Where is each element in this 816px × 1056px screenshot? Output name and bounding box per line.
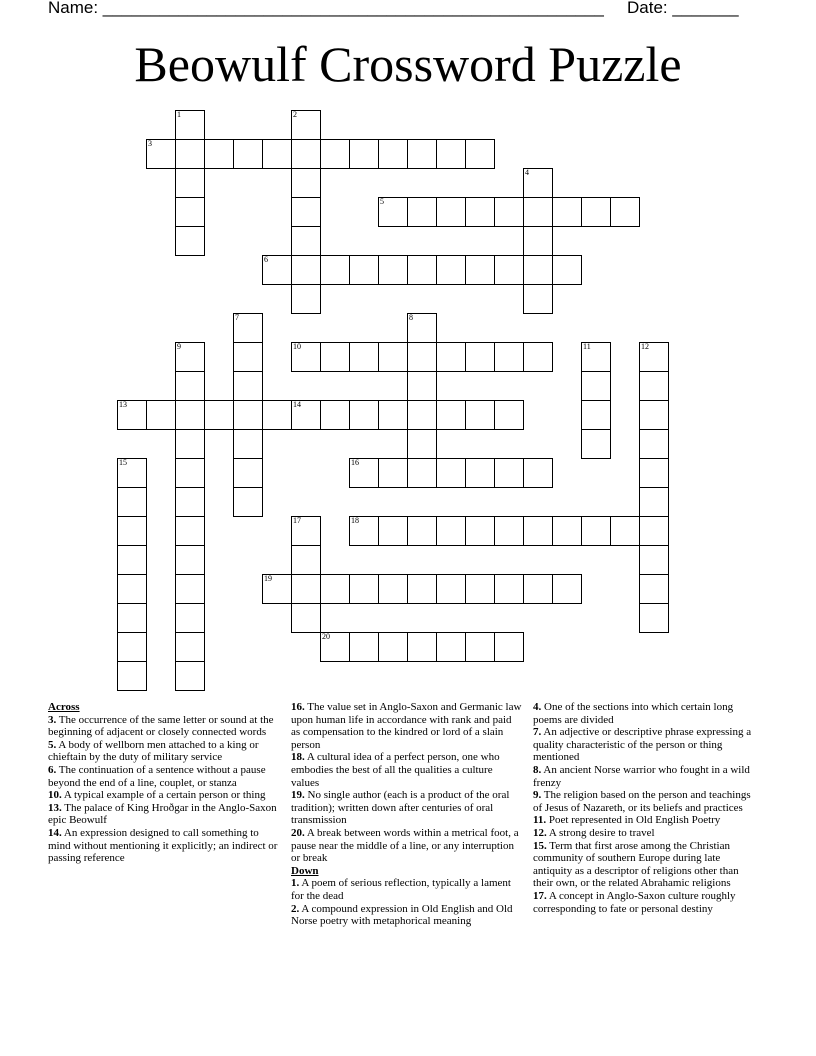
crossword-cell[interactable]	[291, 226, 321, 256]
crossword-cell[interactable]	[407, 313, 437, 343]
clue-number-label: 4	[525, 168, 529, 177]
crossword-cell[interactable]	[204, 139, 234, 169]
crossword-cell[interactable]	[291, 168, 321, 198]
crossword-cell[interactable]	[291, 574, 321, 604]
crossword-cell[interactable]	[407, 400, 437, 430]
crossword-cell[interactable]	[378, 197, 408, 227]
crossword-cell[interactable]	[523, 284, 553, 314]
across-heading: Across	[48, 701, 80, 713]
crossword-cell[interactable]	[291, 284, 321, 314]
clue-down-15: 15. Term that first arose among the Christian community of southern Europe during late antiquity as a descriptor of religions other than their own, or the related Abrahamic religions	[533, 839, 739, 890]
crossword-cell[interactable]	[407, 632, 437, 662]
crossword-cell[interactable]	[465, 400, 495, 430]
crossword-cell[interactable]	[233, 429, 263, 459]
crossword-cell[interactable]	[378, 632, 408, 662]
crossword-cell[interactable]	[639, 545, 669, 575]
clue-number-label: 12	[641, 342, 649, 351]
crossword-cell[interactable]	[407, 516, 437, 546]
crossword-cell[interactable]	[639, 487, 669, 517]
crossword-cell[interactable]	[407, 429, 437, 459]
clue-column-2	[291, 701, 523, 928]
crossword-cell[interactable]	[175, 110, 205, 140]
crossword-cell[interactable]	[552, 516, 582, 546]
crossword-cell[interactable]	[581, 342, 611, 372]
crossword-cell[interactable]	[494, 516, 524, 546]
crossword-cell[interactable]	[436, 400, 466, 430]
crossword-cell[interactable]	[523, 255, 553, 285]
crossword-cell[interactable]	[175, 400, 205, 430]
crossword-cell[interactable]	[291, 197, 321, 227]
clue-down-7: 7. An adjective or descriptive phrase expressing a quality characteristic of the person or thing mentioned	[533, 726, 752, 764]
crossword-cell[interactable]	[639, 400, 669, 430]
crossword-cell[interactable]	[117, 516, 147, 546]
crossword-cell[interactable]	[494, 632, 524, 662]
crossword-cell[interactable]	[320, 400, 350, 430]
crossword-cell[interactable]	[175, 632, 205, 662]
crossword-cell[interactable]	[378, 342, 408, 372]
crossword-cell[interactable]	[494, 400, 524, 430]
crossword-cell[interactable]	[436, 139, 466, 169]
clue-down-8: 8. An ancient Norse warrior who fought in a wild frenzy	[533, 763, 750, 789]
clue-number-label: 2	[293, 110, 297, 119]
clue-number-label: 3	[148, 139, 152, 148]
clue-number-label: 14	[293, 400, 301, 409]
crossword-cell[interactable]	[378, 255, 408, 285]
clue-number-label: 6	[264, 255, 268, 264]
crossword-cell[interactable]	[117, 574, 147, 604]
crossword-cell[interactable]	[639, 574, 669, 604]
clue-number-label: 10	[293, 342, 301, 351]
crossword-cell[interactable]	[494, 255, 524, 285]
clue-across-13: 13. The palace of King Hroðgar in the Anglo-Saxon epic Beowulf	[48, 801, 277, 827]
clue-down-11: 11. Poet represented in Old English Poetry	[533, 814, 721, 827]
crossword-cell[interactable]	[610, 516, 640, 546]
clue-number-label: 11	[583, 342, 591, 351]
crossword-cell[interactable]	[320, 342, 350, 372]
crossword-cell[interactable]	[523, 168, 553, 198]
crossword-cell[interactable]	[117, 400, 147, 430]
clue-across-6: 6. The continuation of a sentence without a pause beyond the end of a line, couplet, or stanza	[48, 763, 266, 789]
crossword-cell[interactable]	[378, 574, 408, 604]
crossword-cell[interactable]	[639, 603, 669, 633]
clue-number-label: 19	[264, 574, 272, 583]
crossword-cell[interactable]	[233, 400, 263, 430]
crossword-cell[interactable]	[465, 139, 495, 169]
crossword-cell[interactable]	[175, 342, 205, 372]
crossword-cell[interactable]	[262, 255, 292, 285]
crossword-cell[interactable]	[175, 458, 205, 488]
crossword-cell[interactable]	[552, 197, 582, 227]
crossword-cell[interactable]	[523, 574, 553, 604]
crossword-cell[interactable]	[175, 574, 205, 604]
crossword-cell[interactable]	[117, 661, 147, 691]
crossword-cell[interactable]	[378, 458, 408, 488]
crossword-cell[interactable]	[523, 516, 553, 546]
crossword-cell[interactable]	[349, 574, 379, 604]
clue-down-1: 1. A poem of serious reflection, typically a lament for the dead	[291, 877, 511, 902]
crossword-cell[interactable]	[494, 342, 524, 372]
crossword-cell[interactable]	[610, 197, 640, 227]
crossword-cell[interactable]	[581, 400, 611, 430]
crossword-cell[interactable]	[523, 342, 553, 372]
crossword-cell[interactable]	[581, 197, 611, 227]
crossword-cell[interactable]	[407, 197, 437, 227]
crossword-cell[interactable]	[407, 371, 437, 401]
crossword-cell[interactable]	[175, 545, 205, 575]
clue-number-label: 7	[235, 313, 239, 322]
crossword-cell[interactable]	[552, 255, 582, 285]
crossword-cell[interactable]	[465, 342, 495, 372]
crossword-cell[interactable]	[407, 255, 437, 285]
crossword-cell[interactable]	[117, 458, 147, 488]
date-field-label: Date: _______	[627, 0, 739, 17]
crossword-cell[interactable]	[378, 516, 408, 546]
crossword-cell[interactable]	[291, 110, 321, 140]
crossword-cell[interactable]	[117, 545, 147, 575]
crossword-cell[interactable]	[262, 400, 292, 430]
crossword-cell[interactable]	[523, 226, 553, 256]
crossword-cell[interactable]	[407, 574, 437, 604]
crossword-cell[interactable]	[436, 197, 466, 227]
crossword-cell[interactable]	[146, 139, 176, 169]
clue-number-label: 9	[177, 342, 181, 351]
crossword-cell[interactable]	[407, 139, 437, 169]
crossword-cell[interactable]	[291, 400, 321, 430]
crossword-cell[interactable]	[465, 516, 495, 546]
clue-down-2: 2. A compound expression in Old English and Old Norse poetry with metaphorical meaning	[291, 902, 513, 928]
crossword-cell[interactable]	[204, 400, 234, 430]
crossword-cell[interactable]	[639, 429, 669, 459]
clue-across-18: 18. A cultural idea of a perfect person, one who embodies the best of all the qualities a culture values	[291, 751, 500, 789]
clue-across-3: 3. The occurrence of the same letter or sound at the beginning of adjacent or closely connected words	[48, 713, 274, 739]
crossword-cell[interactable]	[349, 139, 379, 169]
clue-number-label: 18	[351, 516, 359, 525]
crossword-cell[interactable]	[581, 371, 611, 401]
crossword-cell[interactable]	[552, 574, 582, 604]
clue-number-label: 16	[351, 458, 359, 467]
crossword-cell[interactable]	[233, 139, 263, 169]
crossword-cell[interactable]	[233, 458, 263, 488]
clue-across-10: 10. A typical example of a certain person or thing	[48, 789, 266, 802]
crossword-cell[interactable]	[349, 400, 379, 430]
crossword-cell[interactable]	[117, 632, 147, 662]
crossword-cell[interactable]	[436, 255, 466, 285]
crossword-cell[interactable]	[175, 371, 205, 401]
crossword-cell[interactable]	[233, 487, 263, 517]
crossword-cell[interactable]	[349, 255, 379, 285]
crossword-cell[interactable]	[117, 487, 147, 517]
crossword-cell[interactable]	[233, 313, 263, 343]
crossword-cell[interactable]	[320, 255, 350, 285]
crossword-cell[interactable]	[175, 487, 205, 517]
clue-column-3	[533, 701, 761, 915]
crossword-cell[interactable]	[175, 603, 205, 633]
crossword-cell[interactable]	[175, 139, 205, 169]
crossword-cell[interactable]	[320, 632, 350, 662]
crossword-cell[interactable]	[291, 139, 321, 169]
clue-across-5: 5. A body of wellborn men attached to a king or chieftain by the duty of military service	[48, 738, 259, 764]
clue-across-16: 16. The value set in Anglo-Saxon and Germanic law upon human life in accordance with rank and paid as compensation to the kindred or lord of a slain person	[291, 701, 522, 751]
crossword-cell[interactable]	[291, 342, 321, 372]
crossword-cell[interactable]	[175, 226, 205, 256]
crossword-cell[interactable]	[291, 603, 321, 633]
clue-down-17: 17. A concept in Anglo-Saxon culture roughly corresponding to fate or personal destiny	[533, 889, 736, 915]
crossword-cell[interactable]	[233, 342, 263, 372]
clue-column-1	[48, 701, 278, 865]
page-title: Beowulf Crossword Puzzle	[134, 36, 682, 92]
crossword-cell[interactable]	[349, 632, 379, 662]
clue-across-19: 19. No single author (each is a product of the oral tradition); written down after centuries of oral transmission	[291, 789, 510, 827]
crossword-cell[interactable]	[639, 458, 669, 488]
crossword-cell[interactable]	[175, 197, 205, 227]
clue-number-label: 8	[409, 313, 413, 322]
crossword-cell[interactable]	[581, 516, 611, 546]
crossword-cell[interactable]	[146, 400, 176, 430]
crossword-cell[interactable]	[465, 632, 495, 662]
crossword-cell[interactable]	[581, 429, 611, 459]
crossword-cell[interactable]	[465, 574, 495, 604]
crossword-cell[interactable]	[436, 458, 466, 488]
crossword-cell[interactable]	[349, 342, 379, 372]
crossword-cell[interactable]	[465, 255, 495, 285]
crossword-cell[interactable]	[175, 429, 205, 459]
crossword-cell[interactable]	[639, 342, 669, 372]
crossword-cell[interactable]	[291, 516, 321, 546]
clue-down-4: 4. One of the sections into which certain long poems are divided	[533, 701, 734, 726]
crossword-cell[interactable]	[320, 139, 350, 169]
crossword-cell[interactable]	[465, 458, 495, 488]
crossword-cell[interactable]	[639, 516, 669, 546]
crossword-cell[interactable]	[436, 574, 466, 604]
crossword-cell[interactable]	[494, 574, 524, 604]
clue-across-20: 20. A break between words within a metrical foot, a pause near the middle of a line, or any interruption or break	[291, 826, 519, 865]
crossword-cell[interactable]	[494, 458, 524, 488]
clue-number-label: 17	[293, 516, 301, 525]
crossword-cell[interactable]	[175, 516, 205, 546]
crossword-cell[interactable]	[175, 661, 205, 691]
clue-number-label: 13	[119, 400, 127, 409]
crossword-cell[interactable]	[117, 603, 147, 633]
clue-number-label: 20	[322, 632, 330, 641]
crossword-cell[interactable]	[407, 458, 437, 488]
clue-number-label: 5	[380, 197, 384, 206]
clue-down-9: 9. The religion based on the person and teachings of Jesus of Nazareth, or its beliefs and practices	[533, 789, 751, 814]
crossword-cell[interactable]	[262, 574, 292, 604]
crossword-cell[interactable]	[465, 197, 495, 227]
crossword-cell[interactable]	[407, 342, 437, 372]
crossword-cell[interactable]	[436, 342, 466, 372]
crossword-cell[interactable]	[291, 545, 321, 575]
crossword-cell[interactable]	[175, 168, 205, 198]
crossword-cell[interactable]	[378, 400, 408, 430]
crossword-cell[interactable]	[494, 197, 524, 227]
crossword-cell[interactable]	[349, 458, 379, 488]
crossword-cell[interactable]	[291, 255, 321, 285]
clue-number-label: 1	[177, 110, 181, 119]
crossword-cell[interactable]	[233, 371, 263, 401]
crossword-cell[interactable]	[436, 632, 466, 662]
crossword-cell[interactable]	[262, 139, 292, 169]
crossword-cell[interactable]	[320, 574, 350, 604]
clue-across-14: 14. An expression designed to call something to mind without mentioning it explicitly; an indirect or passing reference	[48, 826, 278, 865]
crossword-cell[interactable]	[523, 458, 553, 488]
down-heading: Down	[291, 864, 319, 877]
crossword-cell[interactable]	[349, 516, 379, 546]
name-field-label: Name: _____________________________________________________	[48, 0, 604, 17]
crossword-cell[interactable]	[436, 516, 466, 546]
crossword-cell[interactable]	[639, 371, 669, 401]
clue-number-label: 15	[119, 458, 127, 467]
crossword-cell[interactable]	[523, 197, 553, 227]
crossword-cell[interactable]	[378, 139, 408, 169]
clue-down-12: 12. A strong desire to travel	[533, 826, 655, 839]
